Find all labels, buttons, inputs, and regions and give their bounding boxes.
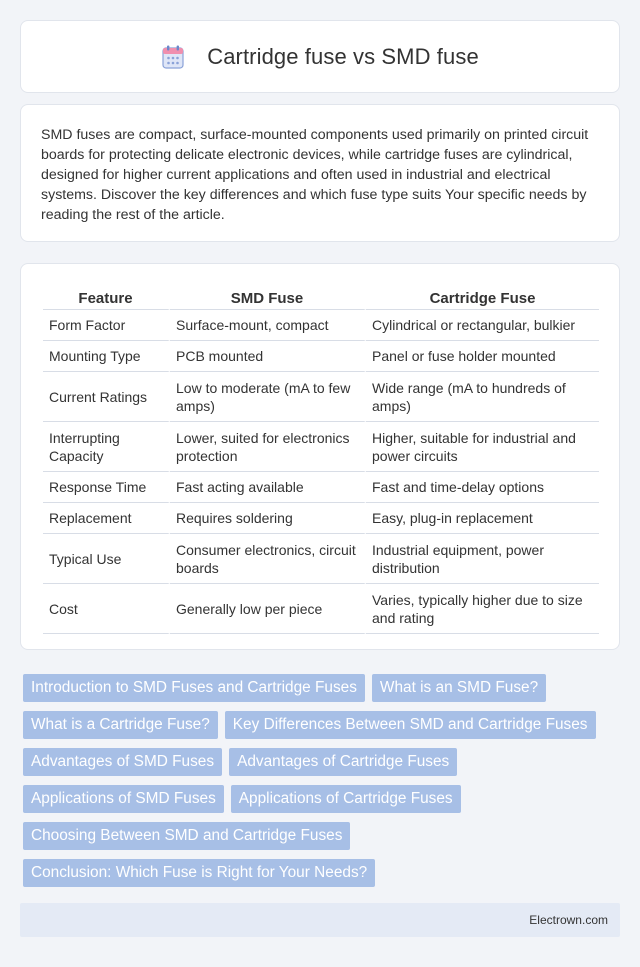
link-row	[23, 859, 623, 887]
page-title: Cartridge fuse vs SMD fuse	[207, 43, 479, 69]
table-cell-cartridge: Fast and time-delay options	[366, 472, 599, 503]
table-cell-feature: Replacement	[43, 503, 170, 534]
calendar-icon	[161, 44, 185, 70]
table-cell-feature: Mounting Type	[43, 341, 170, 372]
footer-site-name: Electrown.com	[529, 913, 608, 927]
table-cell-cartridge: Higher, suitable for industrial and power circuits	[366, 422, 599, 472]
table-cell-feature: Typical Use	[43, 534, 170, 584]
title-card	[20, 20, 620, 93]
article-links	[23, 674, 623, 896]
table-cell-feature: Current Ratings	[43, 372, 170, 422]
link-key-differences[interactable]: Key Differences Between SMD and Cartridge Fuses	[225, 711, 596, 739]
link-row	[23, 711, 623, 739]
link-row	[23, 822, 623, 850]
link-advantages-smd[interactable]: Advantages of SMD Fuses	[23, 748, 222, 776]
table-row	[43, 422, 599, 472]
link-what-is-smd-fuse[interactable]: What is an SMD Fuse?	[372, 674, 546, 702]
table-row	[43, 341, 599, 372]
comparison-table	[43, 284, 599, 634]
table-cell-smd: Requires soldering	[170, 503, 366, 534]
table-row	[43, 584, 599, 634]
table-row	[43, 310, 599, 341]
table-row	[43, 472, 599, 503]
link-row	[23, 785, 623, 813]
table-cell-smd: Generally low per piece	[170, 584, 366, 634]
footer	[20, 903, 620, 937]
table-cell-cartridge: Easy, plug-in replacement	[366, 503, 599, 534]
intro-text: SMD fuses are compact, surface-mounted components used primarily on printed circuit boards for protecting delicate electronic devices, while cartridge fuses are cylindrical, designed for higher current applications and often used in industrial and electrical systems. Discover the key differences and which fuse type suits Your specific needs by reading the rest of the article.	[41, 127, 589, 223]
table-cell-smd: Fast acting available	[170, 472, 366, 503]
table-row	[43, 372, 599, 422]
column-header-cartridge: Cartridge Fuse	[366, 284, 599, 310]
column-header-feature: Feature	[43, 284, 170, 310]
table-cell-smd: Lower, suited for electronics protection	[170, 422, 366, 472]
link-conclusion[interactable]: Conclusion: Which Fuse is Right for Your Needs?	[23, 859, 375, 887]
link-row	[23, 748, 623, 776]
table-cell-cartridge: Wide range (mA to hundreds of amps)	[366, 372, 599, 422]
table-cell-cartridge: Varies, typically higher due to size and rating	[366, 584, 599, 634]
table-cell-cartridge: Panel or fuse holder mounted	[366, 341, 599, 372]
table-cell-smd: PCB mounted	[170, 341, 366, 372]
column-header-smd: SMD Fuse	[170, 284, 366, 310]
table-cell-feature: Cost	[43, 584, 170, 634]
table-cell-smd: Surface-mount, compact	[170, 310, 366, 341]
link-what-is-cartridge-fuse[interactable]: What is a Cartridge Fuse?	[23, 711, 218, 739]
table-cell-cartridge: Cylindrical or rectangular, bulkier	[366, 310, 599, 341]
table-row	[43, 503, 599, 534]
table-row	[43, 534, 599, 584]
table-cell-feature: Response Time	[43, 472, 170, 503]
link-choosing[interactable]: Choosing Between SMD and Cartridge Fuses	[23, 822, 350, 850]
table-header-row	[43, 284, 599, 310]
intro-card	[20, 104, 620, 242]
table-cell-feature: Form Factor	[43, 310, 170, 341]
link-introduction[interactable]: Introduction to SMD Fuses and Cartridge Fuses	[23, 674, 365, 702]
link-row	[23, 674, 623, 702]
table-cell-cartridge: Industrial equipment, power distribution	[366, 534, 599, 584]
link-applications-cartridge[interactable]: Applications of Cartridge Fuses	[231, 785, 461, 813]
link-advantages-cartridge[interactable]: Advantages of Cartridge Fuses	[229, 748, 457, 776]
comparison-card	[20, 263, 620, 650]
link-applications-smd[interactable]: Applications of SMD Fuses	[23, 785, 224, 813]
table-cell-smd: Consumer electronics, circuit boards	[170, 534, 366, 584]
table-cell-feature: Interrupting Capacity	[43, 422, 170, 472]
table-cell-smd: Low to moderate (mA to few amps)	[170, 372, 366, 422]
